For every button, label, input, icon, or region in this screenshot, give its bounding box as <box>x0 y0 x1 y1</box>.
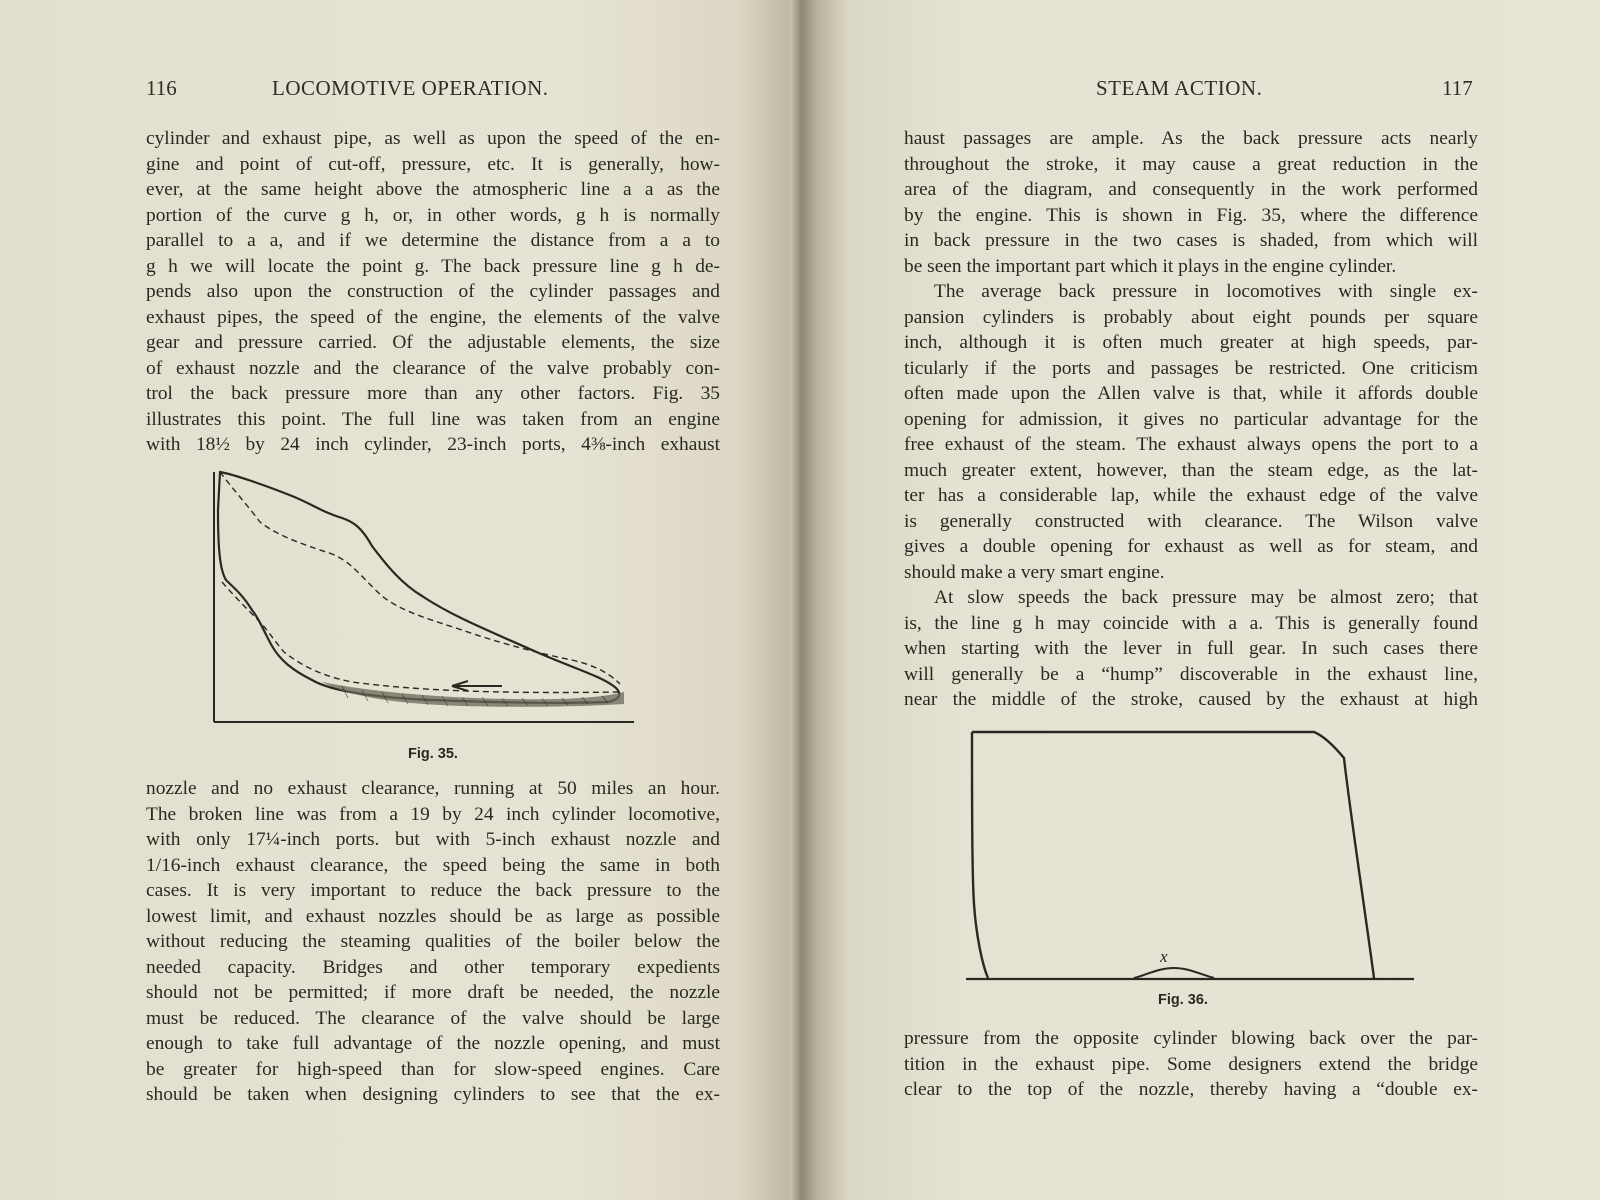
text-line: 1/16-inch exhaust clearance, the speed being the same in both <box>146 854 720 876</box>
text-line: throughout the stroke, it may cause a great reduction in the <box>904 153 1478 175</box>
text-line: trol the back pressure more than any other factors. Fig. 35 <box>146 383 720 404</box>
page-number-left: 116 <box>146 76 177 100</box>
text-line: cylinder and exhaust pipe, as well as upon the speed of the en- <box>146 128 720 149</box>
figure-36-caption: Fig. 36. <box>1158 992 1208 1008</box>
right-text-para-3 <box>904 585 1478 713</box>
right-text-para-2 <box>904 279 1478 585</box>
text-line: ticularly if the ports and passages be restricted. One criticism <box>904 357 1478 379</box>
text-line: The average back pressure in locomotives with single ex- <box>934 281 1478 302</box>
figure-35-caption: Fig. 35. <box>408 746 458 762</box>
text-line: portion of the curve g h, or, in other words, g h is normally <box>146 204 720 226</box>
text-line: without reducing the steaming qualities of the boiler below the <box>146 931 720 952</box>
text-line: cases. It is very important to reduce the back pressure to the <box>146 880 720 901</box>
text-line: gine and point of cut-off, pressure, etc. It is generally, how- <box>146 153 720 175</box>
right-text-para-1 <box>904 126 1478 279</box>
text-line: should make a very smart engine. <box>904 561 1165 583</box>
text-line: in back pressure in the two cases is shaded, from which will <box>904 230 1478 251</box>
text-line: by the engine. This is shown in Fig. 35, where the difference <box>904 204 1478 226</box>
text-line: ever, at the same height above the atmospheric line a a as the <box>146 179 720 200</box>
text-line: must be reduced. The clearance of the valve should be large <box>146 1007 720 1029</box>
right-text-bottom <box>904 1026 1478 1103</box>
text-line: exhaust pipes, the speed of the engine, the elements of the valve <box>146 306 720 328</box>
text-line: opening for admission, it gives no particular advantage for the <box>904 408 1478 430</box>
text-line: pressure from the opposite cylinder blowing back over the par- <box>904 1028 1478 1049</box>
text-line: illustrates this point. The full line was taken from an engine <box>146 408 720 430</box>
text-line: near the middle of the stroke, caused by the exhaust at high <box>904 689 1478 710</box>
text-line: area of the diagram, and consequently in the work performed <box>904 179 1478 200</box>
text-line: The broken line was from a 19 by 24 inch cylinder locomotive, <box>146 803 720 825</box>
running-head-left: LOCOMOTIVE OPERATION. <box>272 76 549 100</box>
text-line: parallel to a a, and if we determine the distance from a a to <box>146 230 720 251</box>
text-line: haust passages are ample. As the back pressure acts nearly <box>904 128 1478 149</box>
text-line: nozzle and no exhaust clearance, running at 50 miles an hour. <box>146 778 720 799</box>
text-line: clear to the top of the nozzle, thereby having a “double ex- <box>904 1079 1478 1100</box>
text-line: g h we will locate the point g. The back pressure line g h de- <box>146 255 720 277</box>
text-line: is, the line g h may coincide with a a. This is generally found <box>904 612 1478 634</box>
text-line: needed capacity. Bridges and other temporary expedients <box>146 956 720 978</box>
left-text-bottom <box>146 776 720 1108</box>
text-line: free exhaust of the steam. The exhaust always opens the port to a <box>904 434 1478 455</box>
text-line: be greater for high-speed than for slow-speed engines. Care <box>146 1058 720 1080</box>
right-page <box>802 0 1600 1200</box>
text-line: of exhaust nozzle and the clearance of the valve probably con- <box>146 357 720 379</box>
left-text-top <box>146 126 720 458</box>
figure-35-indicator-diagram <box>212 470 640 726</box>
text-line: with 18½ by 24 inch cylinder, 23-inch ports, 4⅜-inch exhaust <box>146 434 720 455</box>
text-line: gear and pressure carried. Of the adjustable elements, the size <box>146 332 720 353</box>
text-line: ter has a considerable lap, while the exhaust edge of the valve <box>904 485 1478 506</box>
text-line: should be taken when designing cylinders to see that the ex- <box>146 1084 720 1105</box>
text-line: pansion cylinders is probably about eight pounds per square <box>904 306 1478 328</box>
text-line: should not be permitted; if more draft be needed, the nozzle <box>146 982 720 1003</box>
text-line: gives a double opening for exhaust as well as for steam, and <box>904 536 1478 557</box>
text-line: inch, although it is often much greater at high speeds, par- <box>904 332 1478 353</box>
text-line: lowest limit, and exhaust nozzles should be as large as possible <box>146 905 720 927</box>
text-line: when starting with the lever in full gear. In such cases there <box>904 638 1478 659</box>
text-line: enough to take full advantage of the nozzle opening, and must <box>146 1033 720 1054</box>
figure-36-indicator-diagram <box>964 724 1416 986</box>
text-line: pends also upon the construction of the cylinder passages and <box>146 281 720 302</box>
text-line: much greater extent, however, than the steam edge, as the lat- <box>904 459 1478 481</box>
text-line: with only 17¼-inch ports. but with 5-inch exhaust nozzle and <box>146 829 720 850</box>
text-line: often made upon the Allen valve is that, while it affords double <box>904 383 1478 404</box>
page-number-right: 117 <box>1442 76 1473 100</box>
text-line: At slow speeds the back pressure may be almost zero; that <box>934 587 1478 608</box>
running-head-right: STEAM ACTION. <box>1096 76 1263 100</box>
text-line: be seen the important part which it plays in the engine cylinder. <box>904 255 1397 277</box>
text-line: is generally constructed with clearance. The Wilson valve <box>904 510 1478 532</box>
figure-36-label-x: x <box>1160 947 1168 966</box>
text-line: tition in the exhaust pipe. Some designers extend the bridge <box>904 1053 1478 1075</box>
text-line: will generally be a “hump” discoverable in the exhaust line, <box>904 663 1478 685</box>
